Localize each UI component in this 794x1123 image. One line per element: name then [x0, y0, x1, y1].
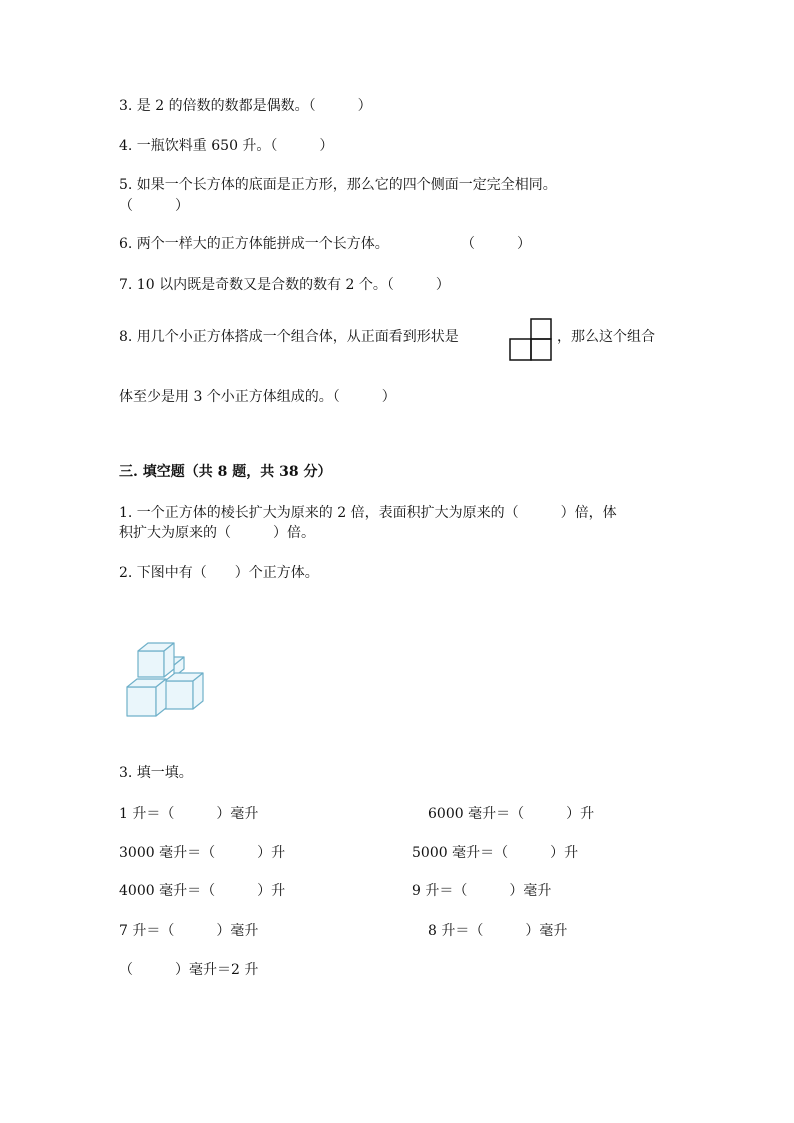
judge-q3: 3. 是 2 的倍数的数都是偶数。（ ）: [119, 98, 372, 114]
fill-r2-right: 5000 毫升＝（ ）升: [412, 845, 579, 861]
fill-q3-title: 3. 填一填。: [119, 765, 193, 781]
fill-r4-right: 8 升＝（ ）毫升: [428, 923, 568, 939]
fill-r3-left: 4000 毫升＝（ ）升: [119, 883, 286, 899]
fill-q1-line2: 积扩大为原来的（ ）倍。: [119, 525, 315, 541]
judge-q8-part1: 8. 用几个小正方体搭成一个组合体，从正面看到形状是: [119, 329, 459, 345]
fill-r4-left: 7 升＝（ ）毫升: [119, 923, 259, 939]
judge-q8-part2: ，那么这个组合: [557, 329, 655, 345]
fill-r3-right: 9 升＝（ ）毫升: [412, 883, 552, 899]
judge-q7: 7. 10 以内既是奇数又是合数的数有 2 个。（ ）: [119, 277, 450, 293]
fill-r1-right: 6000 毫升＝（ ）升: [428, 806, 595, 822]
section-title: 三. 填空题（共 8 题，共 38 分）: [119, 464, 332, 480]
judge-q5-blank: （ ）: [119, 198, 189, 214]
fill-r5-left: （ ）毫升＝2 升: [119, 962, 259, 978]
judge-q6-blank: （ ）: [461, 236, 531, 252]
fill-r2-left: 3000 毫升＝（ ）升: [119, 845, 286, 861]
judge-q8-line2: 体至少是用 3 个小正方体组成的。（ ）: [119, 389, 396, 405]
fill-q1: 1. 一个正方体的棱长扩大为原来的 2 倍，表面积扩大为原来的（ ）倍，体: [119, 505, 617, 521]
fill-r1-left: 1 升＝（ ）毫升: [119, 806, 259, 822]
front-view-shape-figure: [506, 316, 556, 364]
stacked-cubes-figure: [120, 635, 212, 721]
judge-q5: 5. 如果一个长方体的底面是正方形，那么它的四个侧面一定完全相同。: [119, 177, 557, 193]
judge-q4: 4. 一瓶饮料重 650 升。（ ）: [119, 138, 334, 154]
judge-q6: 6. 两个一样大的正方体能拼成一个长方体。: [119, 236, 389, 252]
fill-q2: 2. 下图中有（ ）个正方体。: [119, 565, 319, 581]
